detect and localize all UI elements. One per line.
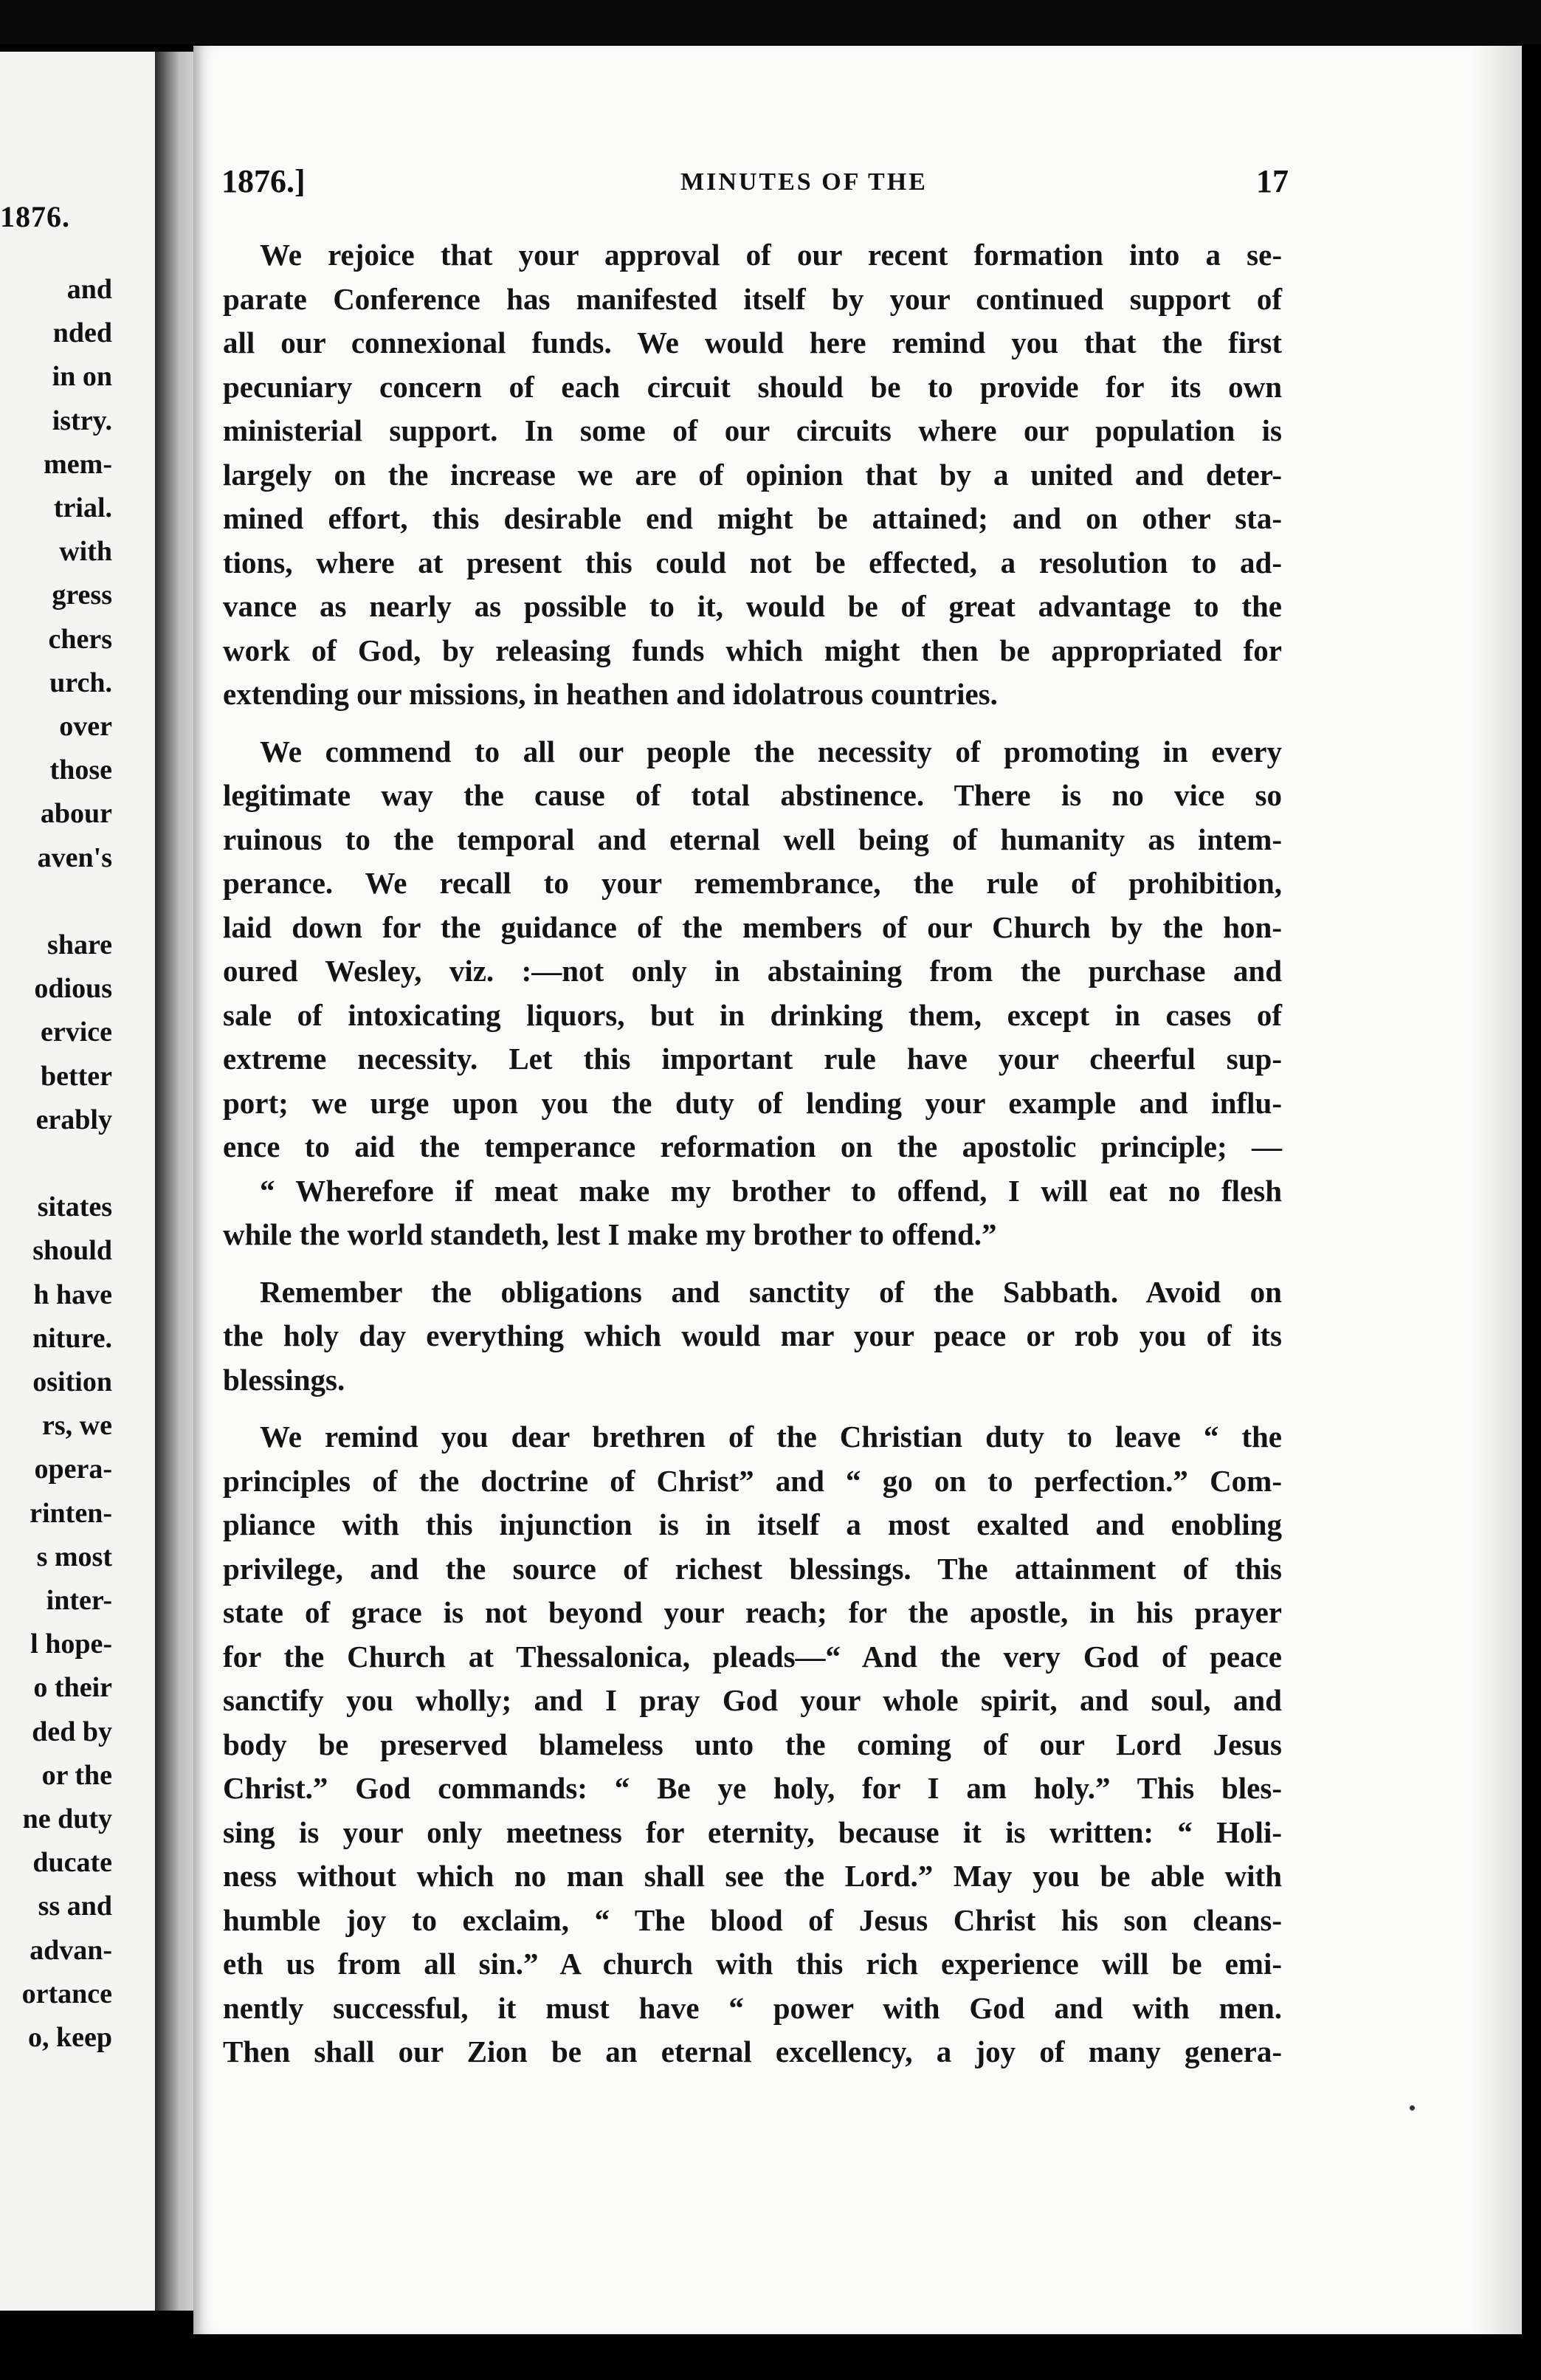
text-line: state of grace is not beyond your reach; for the apostle, in his prayer xyxy=(223,1595,1282,1629)
text-line: parate Conference has manifested itself by your continued support of xyxy=(223,281,1282,316)
stray-ink-dot xyxy=(1410,2105,1415,2111)
left-page-line: share xyxy=(47,929,112,960)
text-line: sanctify you wholly; and I pray God your whole spirit, and soul, and xyxy=(223,1683,1282,1717)
text-line: largely on the increase we are of opinion that by a united and deter- xyxy=(223,457,1282,492)
left-page-line: gress xyxy=(52,579,112,611)
text-line: for the Church at Thessalonica, pleads—“ And the very God of peace xyxy=(223,1639,1282,1674)
text-line: mined effort, this desirable end might be attained; and on other sta- xyxy=(223,501,1282,535)
paragraph xyxy=(223,730,1282,1257)
left-page-line: ss and xyxy=(38,1891,112,1922)
text-line: nently successful, it must have “ power with God and with men. xyxy=(223,1990,1282,2025)
left-page-line: erably xyxy=(35,1104,112,1135)
text-line: ence to aid the temperance reformation on the apostolic principle; — xyxy=(223,1129,1282,1163)
left-page-line: s most xyxy=(36,1541,112,1572)
left-page-line: niture. xyxy=(32,1322,112,1354)
left-page-line: and xyxy=(66,274,112,305)
text-line: the holy day everything which would mar your peace or rob you of its xyxy=(223,1318,1282,1352)
text-line: sing is your only meetness for eternity, because it is written: “ Holi- xyxy=(223,1815,1282,1849)
left-page-line: mem- xyxy=(44,448,112,480)
text-line: legitimate way the cause of total abstinence. There is no vice so xyxy=(223,778,1282,812)
text-line: We rejoice that your approval of our recent formation into a se- xyxy=(260,238,1282,272)
text-line: work of God, by releasing funds which might then be appropriated for xyxy=(223,633,1282,667)
text-line: extending our missions, in heathen and idolatrous countries. xyxy=(223,677,998,711)
left-page-line: over xyxy=(59,711,112,742)
text-line: ministerial support. In some of our circuits where our population is xyxy=(223,413,1282,447)
text-line: principles of the doctrine of Christ” and “ go on to perfection.” Com- xyxy=(223,1463,1282,1498)
text-line: ruinous to the temporal and eternal well being of humanity as intem- xyxy=(223,822,1282,856)
page-number: 17 xyxy=(1256,163,1289,199)
left-page-line: ded by xyxy=(32,1716,112,1747)
left-page-line: aven's xyxy=(37,842,112,873)
left-page-line: ortance xyxy=(21,1978,112,2009)
text-line: Christ.” God commands: “ Be ye holy, for I am holy.” This bles- xyxy=(223,1771,1282,1805)
left-page-line: ne duty xyxy=(22,1803,112,1834)
text-line: blessings. xyxy=(223,1362,345,1397)
left-page-line: or the xyxy=(41,1759,112,1791)
left-page-line: inter- xyxy=(46,1585,112,1616)
left-page-line: advan- xyxy=(30,1934,112,1966)
book-page xyxy=(193,46,1522,2334)
book-gutter xyxy=(155,52,199,2311)
left-page-line: opera- xyxy=(34,1454,112,1485)
left-page-line: h have xyxy=(33,1279,112,1310)
body-text xyxy=(223,233,1282,2088)
text-line: Remember the obligations and sanctity of the Sabbath. Avoid on xyxy=(260,1274,1282,1309)
text-line: humble joy to exclaim, “ The blood of Jesus Christ his son cleans- xyxy=(223,1902,1282,1937)
text-line: “ Wherefore if meat make my brother to offend, I will eat no flesh xyxy=(260,1173,1282,1208)
text-line: eth us from all sin.” A church with this rich experience will be emi- xyxy=(223,1947,1282,1981)
text-line: We remind you dear brethren of the Christian duty to leave “ the xyxy=(260,1420,1282,1454)
text-line: sale of intoxicating liquors, but in drinking them, except in cases of xyxy=(223,997,1282,1032)
left-page-line: better xyxy=(40,1060,112,1092)
left-page-line: chers xyxy=(48,623,112,655)
left-page-line: should xyxy=(32,1235,112,1267)
left-page-line: o their xyxy=(33,1672,112,1704)
text-line: ness without which no man shall see the Lord.” May you be able with xyxy=(223,1859,1282,1893)
left-page-line: sitates xyxy=(37,1191,112,1223)
left-page-line: in on xyxy=(52,361,112,393)
paragraph xyxy=(223,1415,1282,2074)
left-page-fragment xyxy=(0,52,155,2311)
text-line: Then shall our Zion be an eternal excellency, a joy of many genera- xyxy=(223,2035,1282,2068)
text-line: while the world standeth, lest I make my brother to offend.” xyxy=(223,1217,997,1251)
page-edge-shadow xyxy=(1470,46,1522,2334)
left-page-line: rinten- xyxy=(30,1497,112,1529)
text-line: privilege, and the source of richest blessings. The attainment of this xyxy=(223,1551,1282,1586)
left-page-line: ducate xyxy=(32,1847,112,1879)
left-page-line: l hope- xyxy=(30,1628,112,1660)
left-page-line: nded xyxy=(52,317,112,349)
left-page-line: rs, we xyxy=(42,1410,112,1442)
left-page-line: abour xyxy=(40,798,112,830)
left-page-line: odious xyxy=(34,973,112,1005)
text-line: perance. We recall to your remembrance, the rule of prohibition, xyxy=(223,866,1282,900)
left-page-line: those xyxy=(49,754,112,786)
left-page-line: trial. xyxy=(53,492,112,523)
left-page-line: urch. xyxy=(49,667,112,698)
text-line: laid down for the guidance of the members of our Church by the hon- xyxy=(223,909,1282,944)
left-page-line: osition xyxy=(32,1366,112,1397)
text-line: port; we urge upon you the duty of lending your example and influ- xyxy=(223,1085,1282,1120)
left-page-running-head: 1876. xyxy=(0,200,70,233)
text-line: extreme necessity. Let this important rule have your cheerful sup- xyxy=(223,1042,1282,1076)
running-head-year: 1876.] xyxy=(221,163,306,199)
left-page-line: ervice xyxy=(40,1017,112,1048)
left-page-line: istry. xyxy=(52,405,112,436)
scan-border-top xyxy=(0,0,1541,44)
text-line: pliance with this injunction is in itself a most exalted and enobling xyxy=(223,1507,1282,1541)
text-line: all our connexional funds. We would here remind you that the first xyxy=(223,326,1282,360)
paragraph xyxy=(223,1270,1282,1403)
text-line: body be preserved blameless unto the coming of our Lord Jesus xyxy=(223,1727,1282,1761)
running-head-title: MINUTES OF THE xyxy=(680,168,928,196)
running-head xyxy=(193,162,1522,207)
paragraph xyxy=(223,233,1282,717)
text-line: vance as nearly as possible to it, would be of great advantage to the xyxy=(223,589,1282,623)
left-page-line: with xyxy=(59,536,112,568)
text-line: pecuniary concern of each circuit should be to provide for its own xyxy=(223,369,1282,404)
left-page-line: o, keep xyxy=(28,2022,112,2053)
text-line: We commend to all our people the necessity of promoting in every xyxy=(260,734,1282,768)
text-line: oured Wesley, viz. :—not only in abstaining from the purchase and xyxy=(223,954,1282,988)
text-line: tions, where at present this could not be effected, a resolution to ad- xyxy=(223,545,1282,579)
